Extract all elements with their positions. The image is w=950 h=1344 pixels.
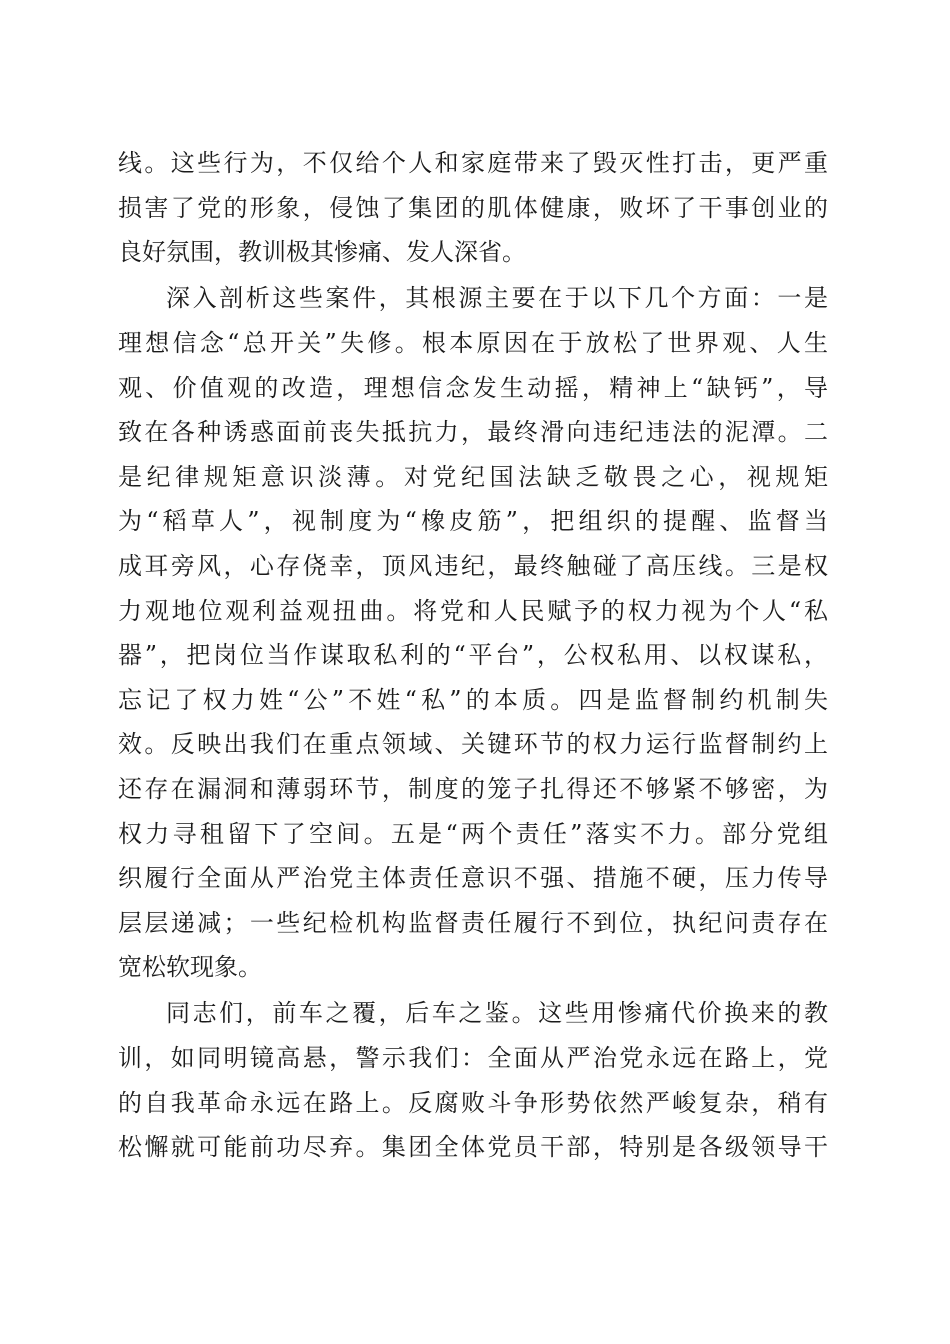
text-line: 织履行全面从严治党主体责任意识不强、措施不硬，压力传导 (118, 864, 828, 893)
text-line: 器”，把岗位当作谋取私利的“平台”，公权私用、以权谋私， (118, 641, 828, 670)
text-line: 深入剖析这些案件，其根源主要在于以下几个方面：一是 (166, 284, 828, 313)
paragraph (118, 141, 828, 275)
text-line: 宽松软现象。 (118, 953, 262, 982)
text-line: 线。这些行为，不仅给个人和家庭带来了毁灭性打击，更严重 (118, 149, 828, 177)
text-line: 成耳旁风，心存侥幸，顶风违纪，最终触碰了高压线。三是权 (118, 551, 828, 580)
text-line: 忘记了权力姓“公”不姓“私”的本质。四是监督制约机制失 (118, 685, 828, 714)
text-line: 理想信念“总开关”失修。根本原因在于放松了世界观、人生 (118, 328, 828, 357)
text-line: 力观地位观利益观扭曲。将党和人民赋予的权力视为个人“私 (118, 596, 828, 625)
text-line: 还存在漏洞和薄弱环节，制度的笼子扎得还不够紧不够密，为 (118, 774, 828, 803)
text-line: 效。反映出我们在重点领域、关键环节的权力运行监督制约上 (118, 730, 828, 759)
text-line: 是纪律规矩意识淡薄。对党纪国法缺乏敬畏之心，视规矩 (118, 462, 828, 491)
text-line: 为“稻草人”，视制度为“橡皮筋”，把组织的提醒、监督当 (118, 507, 828, 536)
text-line: 良好氛围，教训极其惨痛、发人深省。 (118, 238, 526, 267)
body-text (118, 141, 828, 1171)
paragraph (118, 276, 828, 990)
text-line: 的自我革命永远在路上。反腐败斗争形势依然严峻复杂，稍有 (118, 1088, 828, 1117)
paragraph (118, 991, 828, 1169)
text-line: 观、价值观的改造，理想信念发生动摇，精神上“缺钙”，导 (118, 373, 828, 402)
text-line: 同志们，前车之覆，后车之鉴。这些用惨痛代价换来的教 (166, 999, 828, 1028)
text-line: 松懈就可能前功尽弃。集团全体党员干部，特别是各级领导干 (118, 1133, 828, 1162)
text-line: 权力寻租留下了空间。五是“两个责任”落实不力。部分党组 (118, 819, 828, 848)
text-line: 致在各种诱惑面前丧失抵抗力，最终滑向违纪违法的泥潭。二 (118, 418, 828, 447)
text-line: 损害了党的形象，侵蚀了集团的肌体健康，败坏了干事创业的 (118, 193, 828, 222)
text-line: 训，如同明镜高悬，警示我们：全面从严治党永远在路上，党 (118, 1044, 828, 1073)
text-line: 层层递减；一些纪检机构监督责任履行不到位，执纪问责存在 (118, 908, 828, 937)
